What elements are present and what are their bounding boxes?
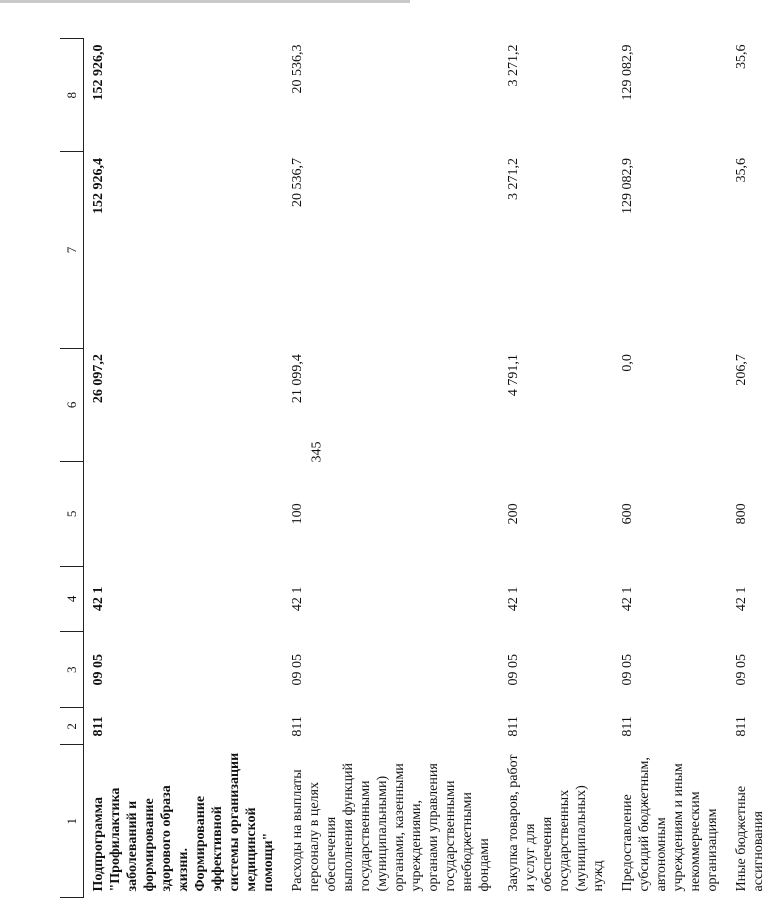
cell-target-code: 42 1 [506,586,521,612]
cell-ministry-code: 811 [734,716,749,737]
rotated-table-container [60,38,766,898]
cell-section-code: 09 05 [290,653,305,686]
row-name: Расходы на выплаты персоналу в целях обеспечения выполнения функций государственными (муниципальными) органами, казенными учреждениями, органами управления государственными внебюджетными фондами [290,763,492,892]
cell-ministry-code: 811 [620,716,635,737]
cell-amount-8: 152 926,0 [91,44,106,101]
budget-table [60,38,773,898]
cell-section-code: 09 05 [734,653,749,686]
column-header: 3 [60,632,84,708]
page-number: 345 [309,441,325,463]
cell-amount-8: 129 082,9 [620,44,635,101]
cell-amount-8: 20 536,3 [290,44,305,94]
table-header-row [60,39,84,898]
cell-amount-7: 129 082,9 [620,157,635,214]
cell-amount-6: 26 097,2 [91,354,106,404]
column-header: 1 [60,745,84,898]
cell-amount-7: 35,6 [734,157,749,183]
cell-ministry-code: 811 [506,716,521,737]
table-row [84,39,284,898]
cell-expense-type [84,462,284,567]
cell-amount-6: 21 099,4 [290,354,305,404]
cell-amount-6: 0,0 [620,354,635,372]
column-header: 4 [60,566,84,631]
table-row [283,39,499,898]
column-header: 5 [60,462,84,567]
cell-ministry-code: 811 [290,716,305,737]
cell-amount-8: 3 271,2 [506,44,521,87]
cell-amount-6: 4 791,1 [506,354,521,397]
column-header: 8 [60,39,84,152]
table-row [613,39,727,898]
cell-amount-7: 20 536,7 [290,157,305,207]
cell-ministry-code: 811 [91,716,106,737]
row-name: Иные бюджетные ассигнования [734,785,766,892]
row-name: Подпрограмма "Профилактика заболеваний и формирование здорового образа жизни. Формирование эффективной системы организации медицинской помощи" [91,752,276,892]
cell-expense-type: 600 [620,503,635,525]
column-header: 2 [60,708,84,745]
table-row [727,39,773,898]
column-header: 7 [60,152,84,348]
cell-amount-7: 3 271,2 [506,157,521,200]
cell-expense-type: 200 [506,503,521,525]
cell-amount-7: 152 926,4 [91,157,106,214]
row-name: Закупка товаров, работ и услуг для обеспечения государственных (муниципальных) нужд [506,754,606,892]
cell-expense-type: 800 [734,503,749,525]
cell-target-code: 42 1 [620,586,635,612]
cell-target-code: 42 1 [734,586,749,612]
cell-section-code: 09 05 [620,653,635,686]
cell-section-code: 09 05 [506,653,521,686]
cell-amount-8: 35,6 [734,44,749,69]
cell-amount-6: 206,7 [734,354,749,386]
cell-expense-type: 100 [290,503,305,525]
table-row [499,39,613,898]
scan-edge [0,0,410,3]
row-name: Предоставление субсидий бюджетным, автономным учреждениям и иным некоммерческим организациям [620,757,720,892]
cell-section-code: 09 05 [91,653,106,686]
cell-target-code: 42 1 [290,586,305,612]
column-header: 6 [60,348,84,461]
cell-target-code: 42 1 [91,586,106,612]
